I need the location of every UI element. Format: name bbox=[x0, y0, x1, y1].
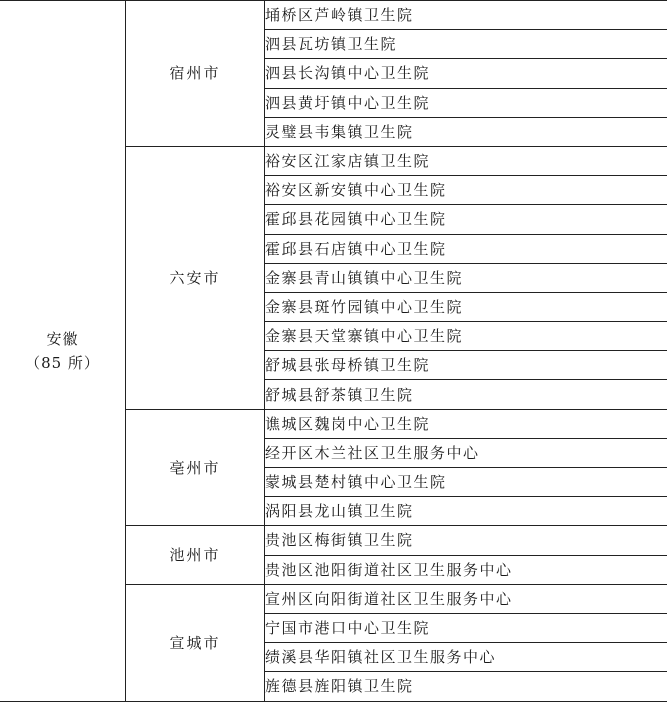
hospital-name-cell: 泗县黄圩镇中心卫生院 bbox=[265, 88, 667, 117]
hospital-name-cell: 宣州区向阳街道社区卫生服务中心 bbox=[265, 584, 667, 613]
hospital-name-cell: 旌德县旌阳镇卫生院 bbox=[265, 672, 667, 701]
hospital-name-cell: 金寨县斑竹园镇中心卫生院 bbox=[265, 292, 667, 321]
hospital-name-cell: 金寨县青山镇镇中心卫生院 bbox=[265, 263, 667, 292]
hospital-name-cell: 金寨县天堂寨镇中心卫生院 bbox=[265, 322, 667, 351]
hospital-name-cell: 舒城县张母桥镇卫生院 bbox=[265, 351, 667, 380]
city-cell: 宣城市 bbox=[126, 584, 265, 701]
city-cell: 宿州市 bbox=[126, 1, 265, 147]
hospital-name-cell: 谯城区魏岗中心卫生院 bbox=[265, 409, 667, 438]
hospital-name-cell: 蒙城县楚村镇中心卫生院 bbox=[265, 468, 667, 497]
hospital-name-cell: 灵璧县韦集镇卫生院 bbox=[265, 117, 667, 146]
hospital-name-cell: 霍邱县石店镇中心卫生院 bbox=[265, 234, 667, 263]
hospital-name-cell: 涡阳县龙山镇卫生院 bbox=[265, 497, 667, 526]
hospital-name-cell: 泗县长沟镇中心卫生院 bbox=[265, 59, 667, 88]
province-name: 安徽 bbox=[0, 330, 125, 348]
hospital-name-cell: 宁国市港口中心卫生院 bbox=[265, 613, 667, 642]
hospital-name-cell: 经开区木兰社区卫生服务中心 bbox=[265, 438, 667, 467]
hospital-name-cell: 裕安区新安镇中心卫生院 bbox=[265, 176, 667, 205]
hospital-name-cell: 舒城县舒茶镇卫生院 bbox=[265, 380, 667, 409]
hospital-name-cell: 裕安区江家店镇卫生院 bbox=[265, 146, 667, 175]
table-row bbox=[0, 1, 667, 30]
hospital-name-cell: 泗县瓦坊镇卫生院 bbox=[265, 30, 667, 59]
province-cell bbox=[0, 1, 126, 702]
hospital-name-cell: 埇桥区芦岭镇卫生院 bbox=[265, 1, 667, 30]
hospital-name-cell: 霍邱县花园镇中心卫生院 bbox=[265, 205, 667, 234]
hospital-name-cell: 绩溪县华阳镇社区卫生服务中心 bbox=[265, 643, 667, 672]
city-cell: 池州市 bbox=[126, 526, 265, 584]
province-count: （85 所） bbox=[0, 354, 125, 372]
hospital-name-cell: 贵池区池阳街道社区卫生服务中心 bbox=[265, 555, 667, 584]
city-cell: 亳州市 bbox=[126, 409, 265, 526]
hospital-name-cell: 贵池区梅街镇卫生院 bbox=[265, 526, 667, 555]
table-body bbox=[0, 1, 667, 702]
city-cell: 六安市 bbox=[126, 146, 265, 409]
